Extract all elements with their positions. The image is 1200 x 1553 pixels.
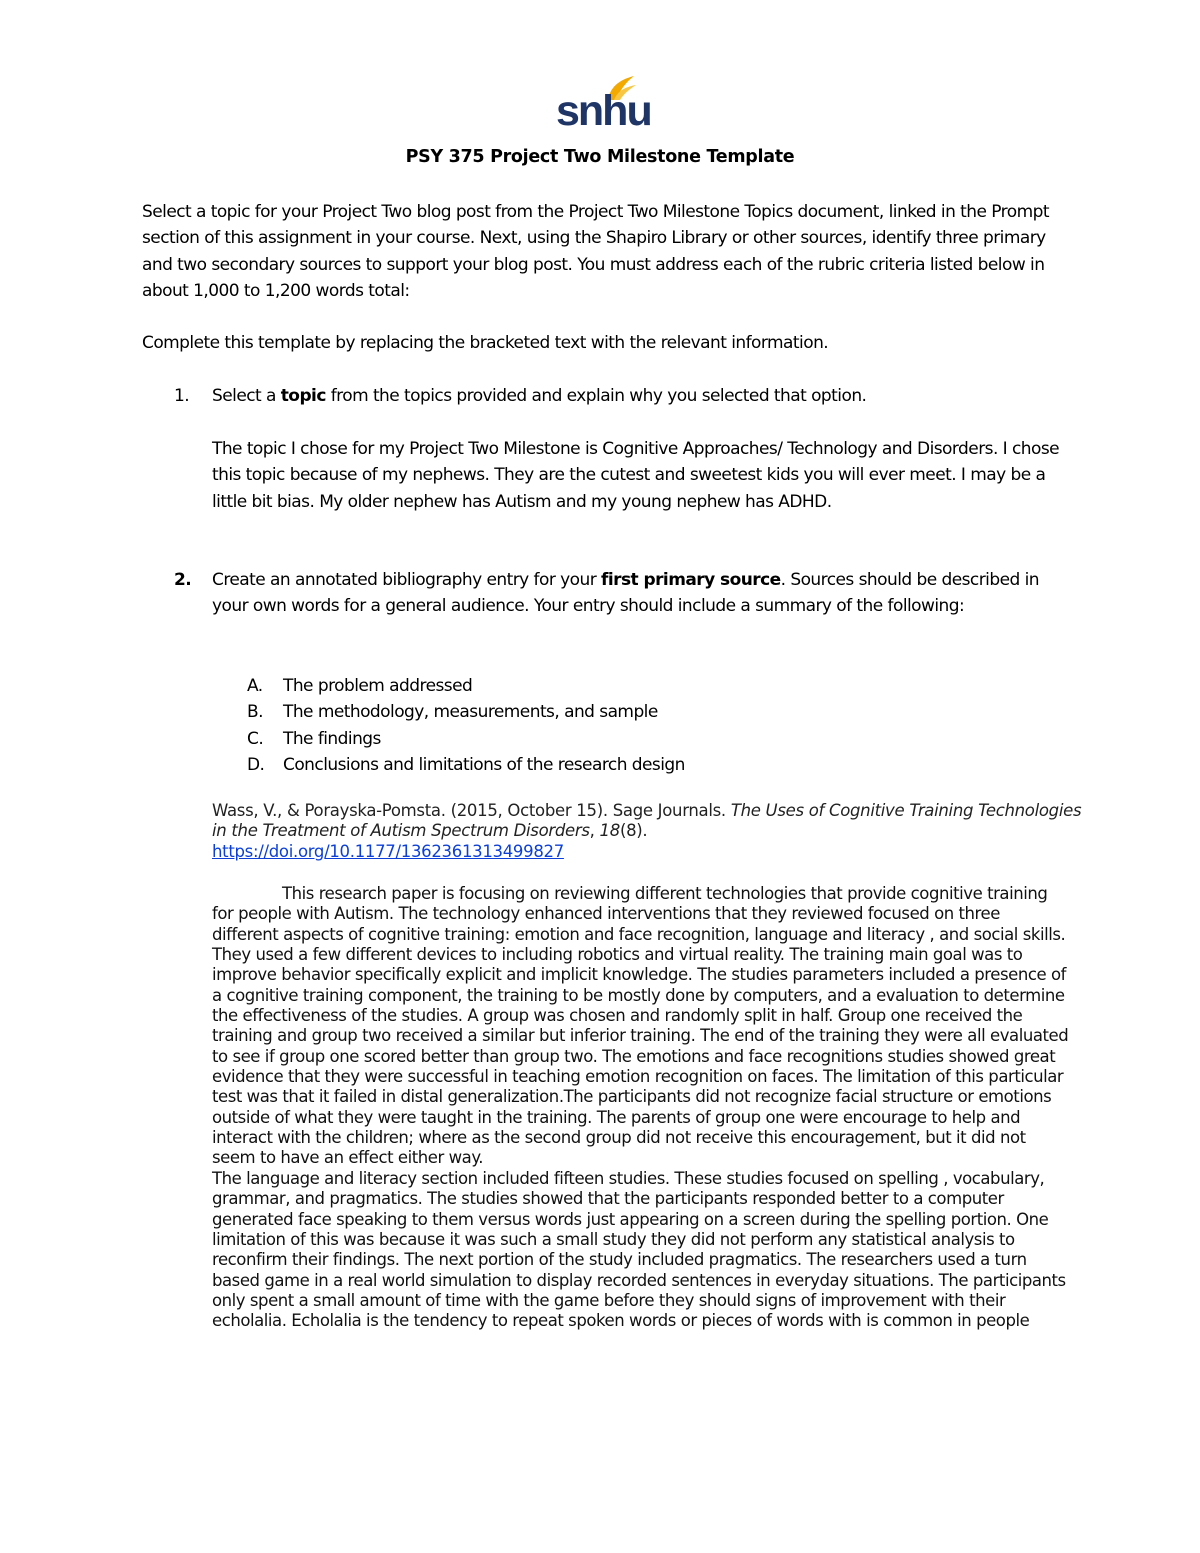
summary-body — [212, 884, 1070, 1332]
item-1-text-before: Select a — [212, 386, 281, 406]
sublist-item-d — [247, 752, 685, 778]
citation-authors: Wass, V., & Porayska-Pomsta. (2015, October 15). Sage Journals. — [212, 801, 731, 820]
sublist-text: Conclusions and limitations of the research design — [283, 754, 685, 775]
sublist-text: The findings — [283, 728, 381, 749]
page-title: PSY 375 Project Two Milestone Template — [405, 147, 795, 167]
citation-title: The Uses of Cognitive Training Technologies in the Treatment of Autism Spectrum Disorders — [212, 801, 1082, 841]
sublist-text: The methodology, measurements, and sample — [283, 702, 658, 723]
sublist-letter: A. — [247, 676, 263, 696]
sublist-item-c — [247, 726, 685, 752]
sublist-item-a — [247, 673, 685, 699]
citation — [212, 801, 1082, 862]
sublist-text: The problem addressed — [283, 676, 473, 696]
intro-paragraph: Select a topic for your Project Two blog post from the Project Two Milestone Topics document, linked in the Prompt section of this assignment in your course. Next, using the Shapiro Library or other sources, identify three primary and two secondary sources to support your blog post. You must address each of the rubric criteria listed below in about 1,000 to 1,200 words total: — [142, 202, 1049, 301]
item-2-text-before: Create an annotated bibliography entry for your — [212, 570, 601, 590]
logo-wordmark: snhu — [556, 87, 651, 135]
summary-paragraph-1-text: This research paper is focusing on reviewing different technologies that provide cognitive training for people with Autism. The technology enhanced interventions that they reviewed focused on three different aspects of cognitive training: emotion and face recognition, language and literacy , and social skills. They used a few different devices to including robotics and virtual reality. The training main goal was to improve behavior specifically explicit and implicit knowledge. The studies parameters included a presence of a cognitive training component, the training to be mostly done by computers, and a evaluation to determine the effectiveness of the studies. A group was chosen and randomly split in half. Group one received the training and group two received a similar but inferior training. The end of the training they were all evaluated to see if group one scored better than group two. The emotions and face recognitions studies showed great evidence that they were successful in teaching emotion recognition on faces. The limitation of this particular test was that it failed in distal generalization.The participants did not recognize facial structure or emotions outside of what they were taught in the training. The parents of group one were encourage to help and interact with the children; where as the second group did not receive this encouragement, but it did not seem to have an effect either way. — [212, 884, 1069, 1168]
item-1-text-after: from the topics provided and explain why you selected that option. — [325, 386, 867, 406]
citation-issue: (8). — [619, 821, 648, 841]
item-2-bold: first primary source — [601, 570, 781, 590]
item-2-sublist — [247, 673, 685, 778]
item-2-number: 2. — [174, 570, 192, 590]
item-1-answer: The topic I chose for my Project Two Milestone is Cognitive Approaches/ Technology and Disorders. I chose this topic because of my nephews. They are the cutest and sweetest kids you will ever meet. I may be a little bit bias. My older nephew has Autism and my young nephew has ADHD. — [212, 439, 1060, 512]
sublist-item-b — [247, 699, 685, 725]
sublist-letter: B. — [247, 702, 263, 723]
citation-volume: 18 — [599, 821, 620, 841]
item-2-text-after: . Sources should be described in your own words for a general audience. Your entry should include a summary of the following: — [212, 570, 1039, 617]
citation-doi-link[interactable]: https://doi.org/10.1177/1362361313499827 — [212, 841, 564, 861]
sublist-letter: C. — [247, 728, 264, 749]
summary-paragraph-1 — [212, 884, 1070, 1169]
item-1-prompt — [212, 383, 1062, 409]
item-1-bold: topic — [280, 386, 326, 406]
citation-sep: , — [589, 821, 600, 841]
complete-instruction: Complete this template by replacing the bracketed text with the relevant information. — [142, 333, 829, 353]
sublist-letter: D. — [247, 754, 265, 775]
summary-paragraph-2: The language and literacy section included fifteen studies. These studies focused on spelling , vocabulary, grammar, and pragmatics. The studies showed that the participants responded better to a computer generated face speaking to them versus words just appearing on a screen during the spelling portion. One limitation of this was because it was such a small study they did not perform any statistical analysis to reconfirm their findings. The next portion of the study included pragmatics. The researchers used a turn based game in a real world simulation to display recorded sentences in everyday situations. The participants only spent a small amount of time with the game before they should signs of improvement with their echolalia. Echolalia is the tendency to repeat spoken words or pieces of words with is common in people — [212, 1168, 1066, 1331]
item-2-prompt — [212, 567, 1072, 620]
item-1-number: 1. — [174, 386, 190, 406]
snhu-logo — [556, 72, 651, 136]
